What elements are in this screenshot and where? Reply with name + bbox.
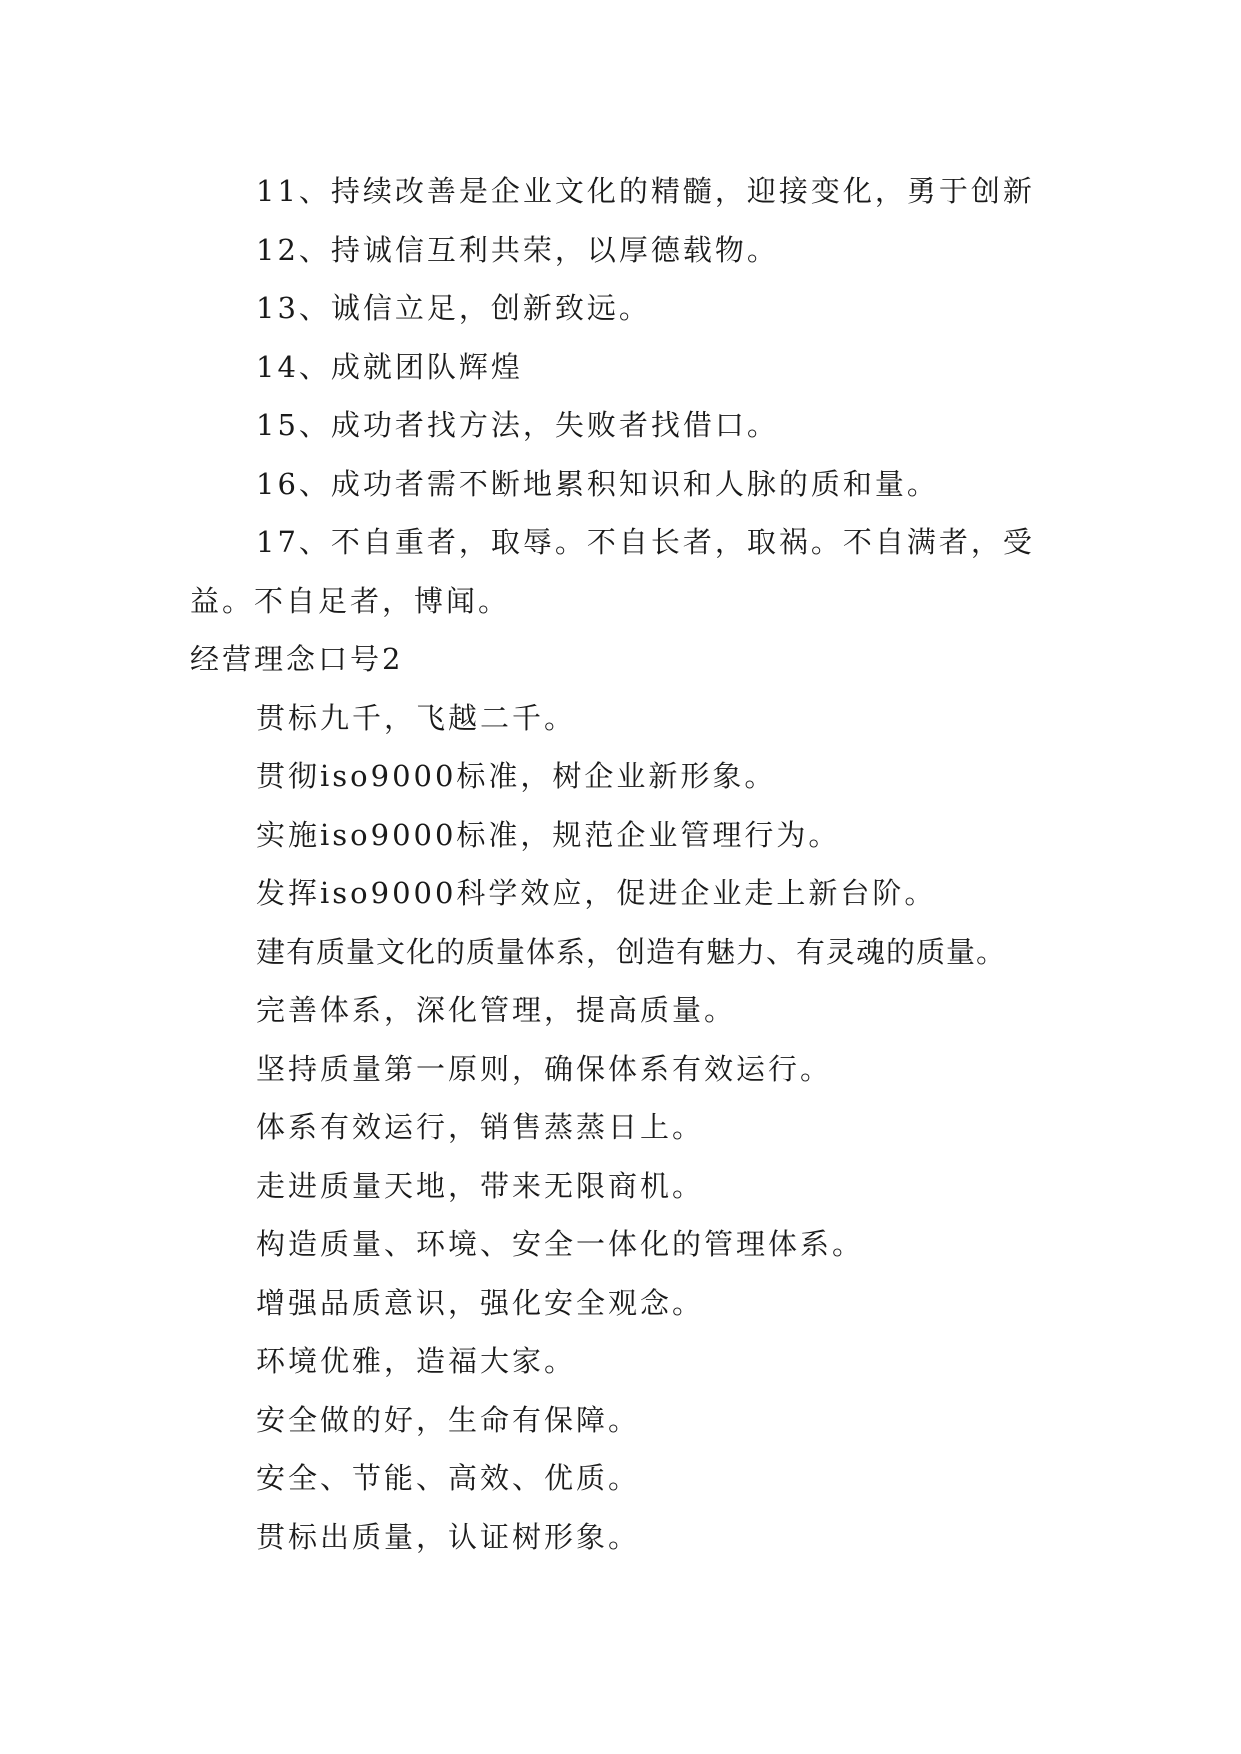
slogan-item: 增强品质意识，强化安全观念。: [256, 1285, 705, 1320]
slogan-item: 安全、节能、高效、优质。: [256, 1461, 641, 1495]
slogan-item: 坚持质量第一原则，确保体系有效运行。: [256, 1051, 833, 1086]
slogan-item: 安全做的好，生命有保障。: [256, 1402, 641, 1437]
list-item: 12、持诚信互利共荣，以厚德载物。: [256, 232, 779, 267]
list-item-17-line1: 17、不自重者，取辱。不自长者，取祸。不自满者，受: [256, 525, 1035, 559]
slogan-item: 体系有效运行，销售蒸蒸日上。: [256, 1110, 705, 1144]
slogan-item: 实施iso9000标准，规范企业管理行为。: [256, 817, 841, 852]
list-item: 13、诚信立足，创新致远。: [256, 291, 651, 325]
section-heading: 经营理念口号2: [190, 642, 404, 676]
list-item: 16、成功者需不断地累积知识和人脉的质和量。: [256, 466, 939, 501]
slogan-item: 发挥iso9000科学效应，促进企业走上新台阶。: [256, 876, 937, 910]
slogan-item: 贯标九千，飞越二千。: [256, 700, 577, 735]
document-body: [190, 162, 1060, 1566]
slogan-item: 贯标出质量，认证树形象。: [256, 1519, 641, 1554]
list-item-17-line2: 益。不自足者，博闻。: [190, 583, 511, 618]
list-item: 14、成就团队辉煌: [256, 349, 523, 384]
list-item: 15、成功者找方法，失败者找借口。: [256, 408, 779, 442]
slogan-item: 建有质量文化的质量体系，创造有魅力、有灵魂的质量。: [256, 934, 1007, 969]
slogan-item: 完善体系，深化管理，提高质量。: [256, 993, 737, 1027]
slogan-item: 走进质量天地，带来无限商机。: [256, 1168, 705, 1203]
slogan-item: 贯彻iso9000标准，树企业新形象。: [256, 759, 777, 793]
slogan-item: 环境优雅，造福大家。: [256, 1344, 577, 1378]
list-item: 11、持续改善是企业文化的精髓，迎接变化，勇于创新: [256, 174, 1035, 208]
slogan-item: 构造质量、环境、安全一体化的管理体系。: [256, 1227, 865, 1261]
